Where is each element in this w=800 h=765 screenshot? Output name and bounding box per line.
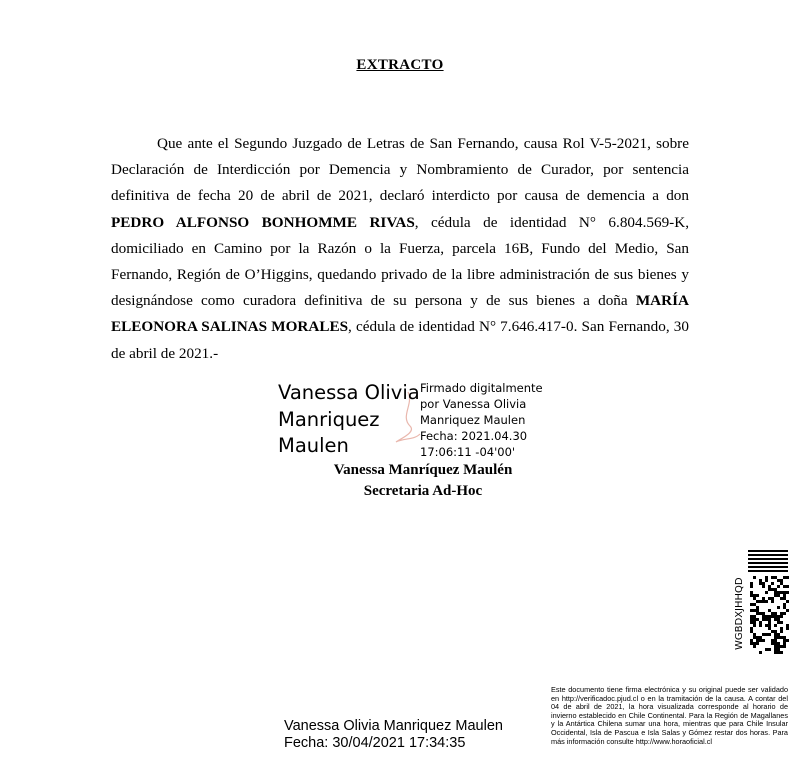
signature-details — [420, 380, 543, 460]
signature-detail-line: 17:06:11 -04'00' — [420, 445, 516, 459]
signature-detail-line: por Vanessa Olivia — [420, 397, 527, 411]
signer-block — [280, 460, 566, 501]
signature-name-line: Manriquez — [278, 407, 380, 431]
interdicted-person-name: PEDRO ALFONSO BONHOMME RIVAS — [111, 213, 415, 231]
signature-detail-line: Firmado digitalmente — [420, 381, 543, 395]
stamp-date: Fecha: 30/04/2021 17:34:35 — [284, 735, 466, 751]
signer-role: Secretaria Ad-Hoc — [363, 482, 483, 499]
signature-name — [278, 380, 420, 460]
signature-detail-line: Fecha: 2021.04.30 — [420, 429, 528, 443]
signer-name: Vanessa Manríquez Maulén — [333, 462, 513, 478]
body-text-part-3: , cédula de identidad N° 7.646.417-0. San Fernando, 30 de abril de 2021.- — [111, 318, 689, 362]
verification-code: WGBDXJHHQD — [734, 577, 745, 651]
signature-name-line: Vanessa Olivia — [278, 381, 420, 404]
body-text-part-1: Que ante el Segundo Juzgado de Letras de San Fernando, causa Rol V-5-2021, sobre Declaración de Interdicción por Demencia y Nombramiento de Curador, por sentencia definitiva de fecha 20 de abril de 2021, declaró interdicto por causa de demencia a don — [111, 135, 689, 205]
curator-name: MARÍA ELEONORA SALINAS MORALES — [111, 292, 689, 336]
document-title: EXTRACTO — [356, 57, 444, 73]
signature-name-line: Maulen — [278, 434, 349, 457]
digital-signature — [278, 380, 578, 459]
document-body — [111, 131, 689, 367]
body-text-part-2: , cédula de identidad N° 6.804.569-K, domiciliado en Camino por la Razón o la Fuerza, parcela 16B, Fundo del Medio, San Fernando, Región de O’Higgins, quedando privado de la libre administración de sus bienes y designándose como curadora definitiva de su persona y de sus bienes a doña — [111, 213, 689, 310]
signature-stamp — [284, 718, 503, 752]
stamp-name: Vanessa Olivia Manriquez Maulen — [284, 718, 503, 734]
verification-notice: Este documento tiene firma electrónica y su original puede ser validado en http://verificadoc.pjud.cl o en la tramitación de la causa. A contar del 04 de abril de 2021, la hora visualizada corresponde al horario de invierno establecido en Chile Continental. Para la Región de Magallanes y la Antártica Chilena sumar una hora, mientras que para Chile Insular Occidental, Isla de Pascua e Isla Salas y Gómez restar dos horas. Para más información consulte http://www.horaoficial.cl — [551, 685, 788, 746]
signature-detail-line: Manriquez Maulen — [420, 413, 526, 427]
